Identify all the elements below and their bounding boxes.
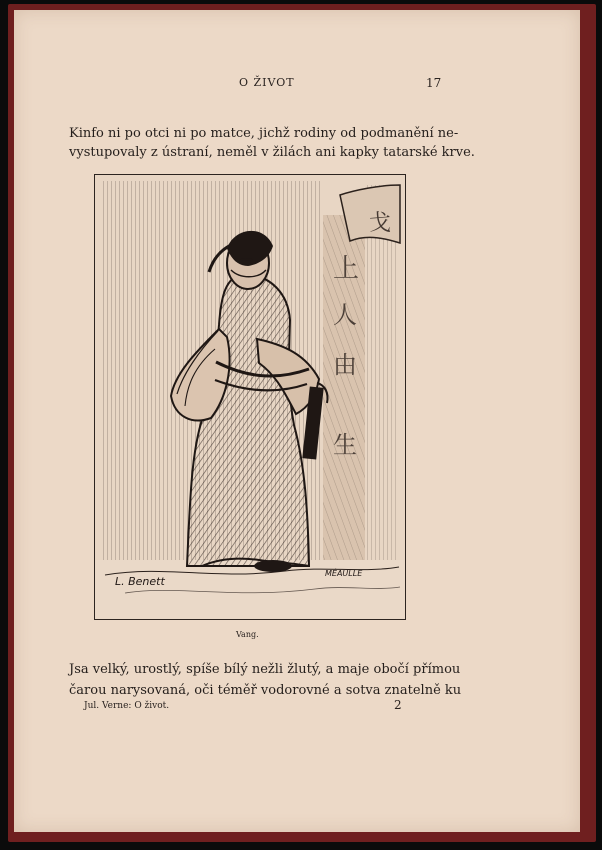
signature-mark: 2	[394, 698, 402, 712]
running-title: O ŽIVOT	[239, 76, 295, 89]
svg-text:上: 上	[333, 254, 360, 284]
artist-signature: L. Benett	[115, 575, 165, 588]
engraving-illustration	[94, 174, 406, 620]
book-reference: Jul. Verne: O život.	[84, 701, 170, 711]
svg-text:生: 生	[333, 431, 357, 459]
paragraph-line: čarou narysovaná, oči téměř vodorovné a sotva znatelně ku	[69, 683, 462, 698]
book-page	[14, 10, 580, 832]
paragraph-line: vystupovaly z ústraní, neměl v žilách ani kapky tatarské krve.	[69, 145, 475, 160]
paragraph-line: Jsa velký, urostlý, spíše bílý nežli žlutý, a maje obočí přímou	[69, 662, 461, 677]
paragraph-line: Kinfo ni po otci ni po matce, jichž rodiny od podmanění ne-	[69, 126, 459, 141]
illustration-caption: Vang.	[236, 630, 259, 639]
book-cover-edge	[8, 4, 596, 842]
svg-text:由: 由	[333, 351, 357, 379]
engraver-signature: MÉAULLE	[325, 569, 363, 578]
engraving-drawing	[95, 175, 405, 619]
svg-text:人: 人	[333, 301, 357, 329]
page-header	[14, 76, 580, 94]
page-number: 17	[426, 76, 442, 90]
svg-text:戈: 戈	[369, 211, 392, 236]
